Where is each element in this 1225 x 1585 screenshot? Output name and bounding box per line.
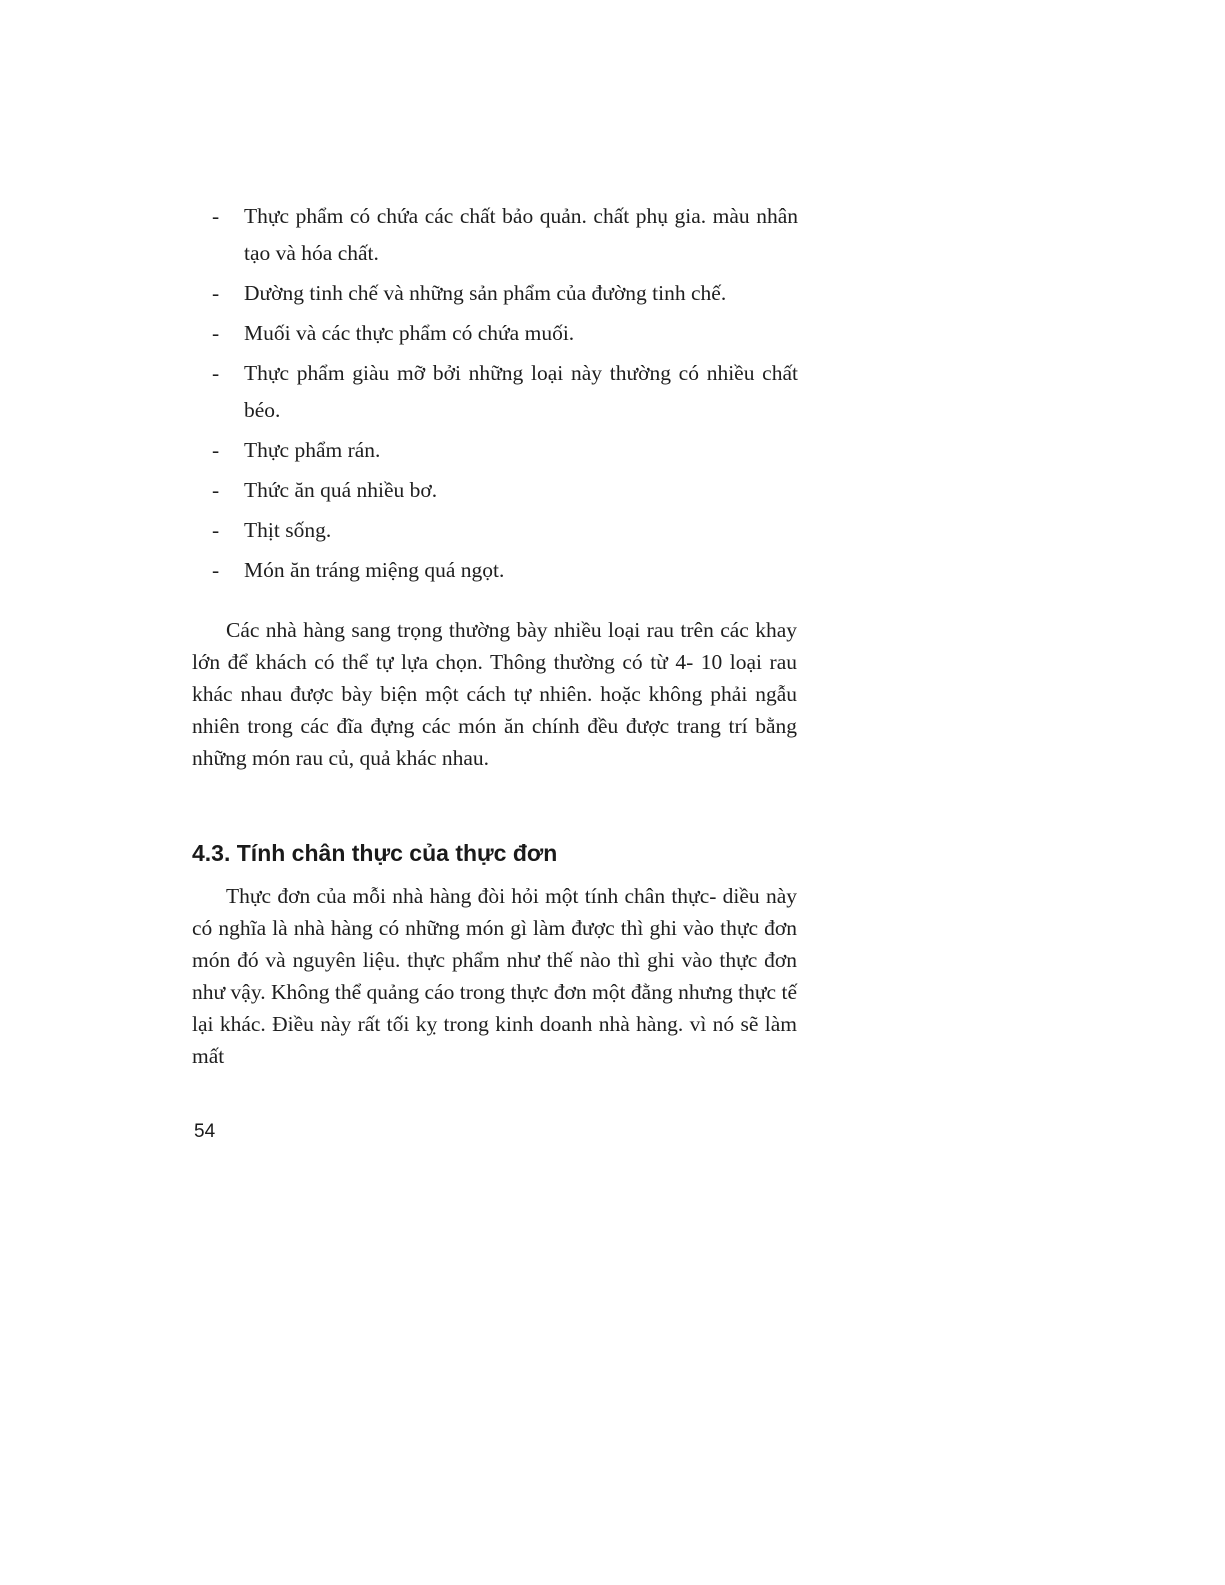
bullet-dash: -	[212, 438, 220, 462]
bullet-text: Muối và các thực phẩm có chứa muối.	[244, 321, 575, 345]
bullet-text: Thực phẩm có chứa các chất bảo quản. chất phụ gia. màu nhân tạo và hóa chất.	[244, 204, 798, 265]
bullet-item	[198, 472, 798, 509]
bullet-text: Thực phẩm rán.	[244, 438, 381, 462]
bullet-item	[198, 512, 798, 549]
page-number: 54	[194, 1121, 216, 1142]
bullet-text: Thịt sống.	[244, 518, 332, 542]
bullet-dash: -	[212, 518, 220, 542]
body-paragraph-menu-truth: Thực đơn của mỗi nhà hàng đòi hỏi một tính chân thực- diều này có nghĩa là nhà hàng có những món gì làm được thì ghi vào thực đơn món đó và nguyên liệu. thực phẩm như thế nào thì ghi vào thực đơn như vậy. Không thể quảng cáo trong thực đơn một đằng nhưng thực tế lại khác. Điều này rất tối kỵ trong kinh doanh nhà hàng. vì nó sẽ làm mất	[192, 884, 797, 1068]
bullet-item	[198, 355, 798, 429]
bullet-text: Dường tinh chế và những sản phẩm của đường tinh chế.	[244, 281, 727, 305]
bullet-list	[198, 198, 798, 592]
bullet-item	[198, 198, 798, 272]
bullet-text: Món ăn tráng miệng quá ngọt.	[244, 558, 505, 582]
bullet-dash: -	[212, 478, 220, 502]
body-paragraph-vegetables: Các nhà hàng sang trọng thường bày nhiều loại rau trên các khay lớn để khách có thể tự lựa chọn. Thông thường có từ 4- 10 loại rau khác nhau được bày biện một cách tự nhiên. hoặc không phải ngẫu nhiên trong các đĩa đựng các món ăn chính đều được trang trí bằng những món rau củ, quả khác nhau.	[192, 618, 797, 770]
bullet-dash: -	[212, 361, 220, 385]
bullet-text: Thức ăn quá nhiều bơ.	[244, 478, 438, 502]
bullet-dash: -	[212, 321, 220, 345]
section-heading: 4.3. Tính chân thực của thực đơn	[192, 840, 558, 866]
bullet-text: Thực phẩm giàu mỡ bởi những loại này thường có nhiều chất béo.	[244, 361, 798, 422]
bullet-item	[198, 315, 798, 352]
bullet-item	[198, 432, 798, 469]
bullet-item	[198, 275, 798, 312]
bullet-dash: -	[212, 281, 220, 305]
bullet-dash: -	[212, 204, 220, 228]
bullet-dash: -	[212, 558, 220, 582]
bullet-item	[198, 552, 798, 589]
